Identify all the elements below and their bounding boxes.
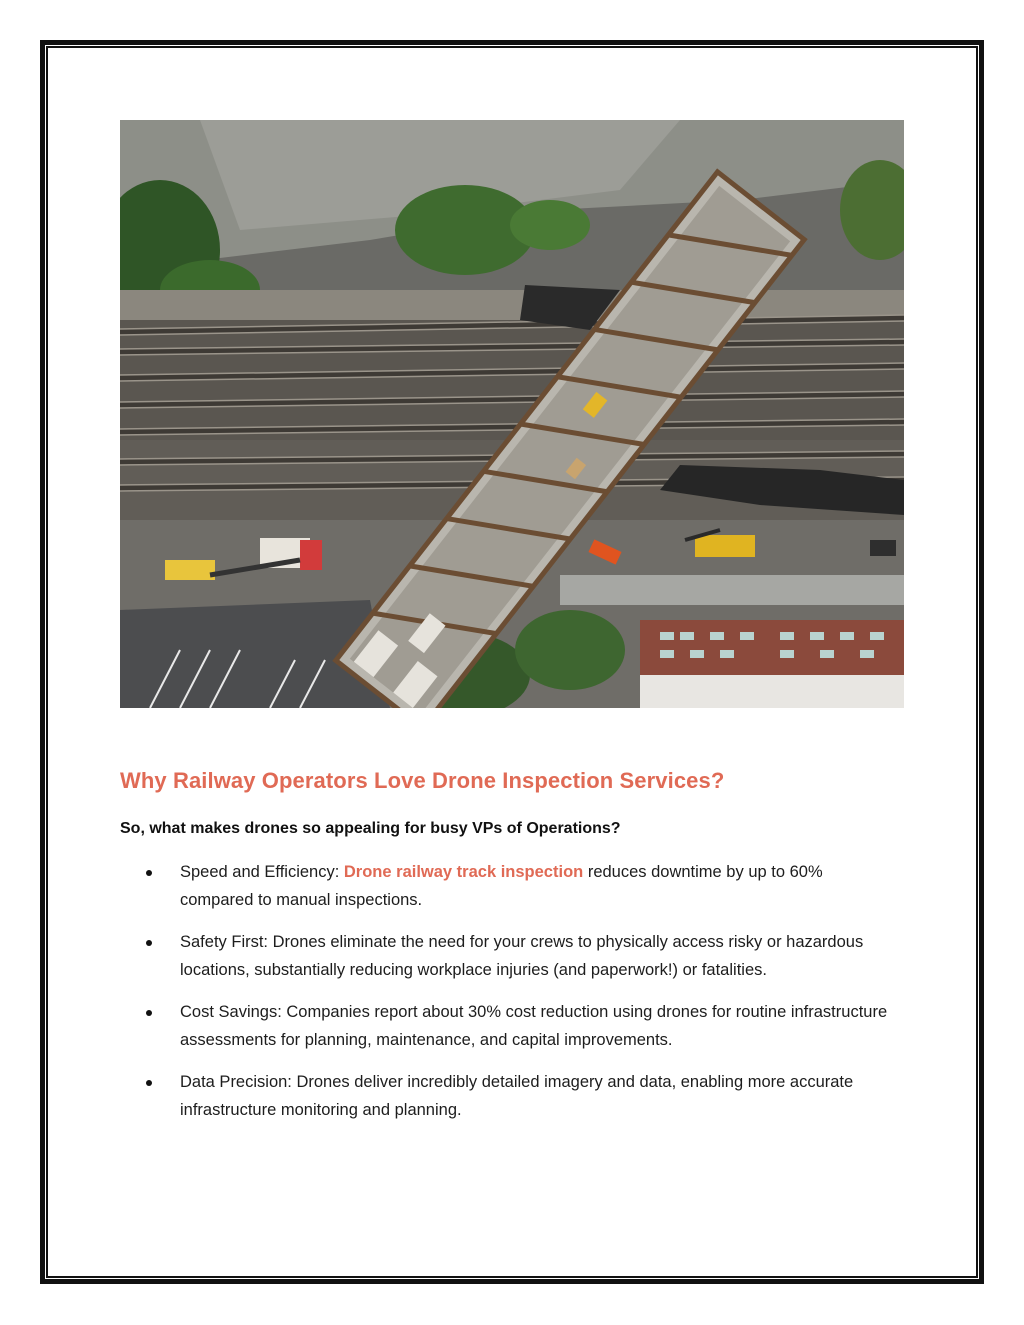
bullet-text: reduces downtime by up to 60% compared to manual inspections.	[180, 863, 823, 909]
list-item	[120, 858, 900, 914]
bullet-text: Speed and Efficiency:	[180, 863, 344, 881]
bullet-icon	[146, 1010, 152, 1016]
bullet-text: Data Precision: Drones deliver incredibly detailed imagery and data, enabling more accurate infrastructure monitoring and planning.	[180, 1073, 854, 1119]
bullet-text: Cost Savings: Companies report about 30% cost reduction using drones for routine infrastructure assessments for planning, maintenance, and capital improvements.	[180, 1003, 888, 1049]
drone-track-inspection-link[interactable]: Drone railway track inspection	[343, 863, 584, 881]
page-subheading: So, what makes drones so appealing for busy VPs of Operations?	[120, 820, 621, 837]
list-item	[120, 1068, 900, 1124]
benefits-list	[120, 858, 910, 1138]
bullet-icon	[146, 940, 152, 946]
bullet-icon	[146, 870, 152, 876]
list-item	[120, 928, 900, 984]
bullet-text: Safety First: Drones eliminate the need for your crews to physically access risky or hazardous locations, substantially reducing workplace injuries (and paperwork!) or fatalities.	[180, 933, 864, 979]
aerial-railway-photo	[120, 120, 904, 708]
bullet-icon	[146, 1080, 152, 1086]
list-item	[120, 998, 900, 1054]
page-heading: Why Railway Operators Love Drone Inspection Services?	[120, 768, 725, 793]
